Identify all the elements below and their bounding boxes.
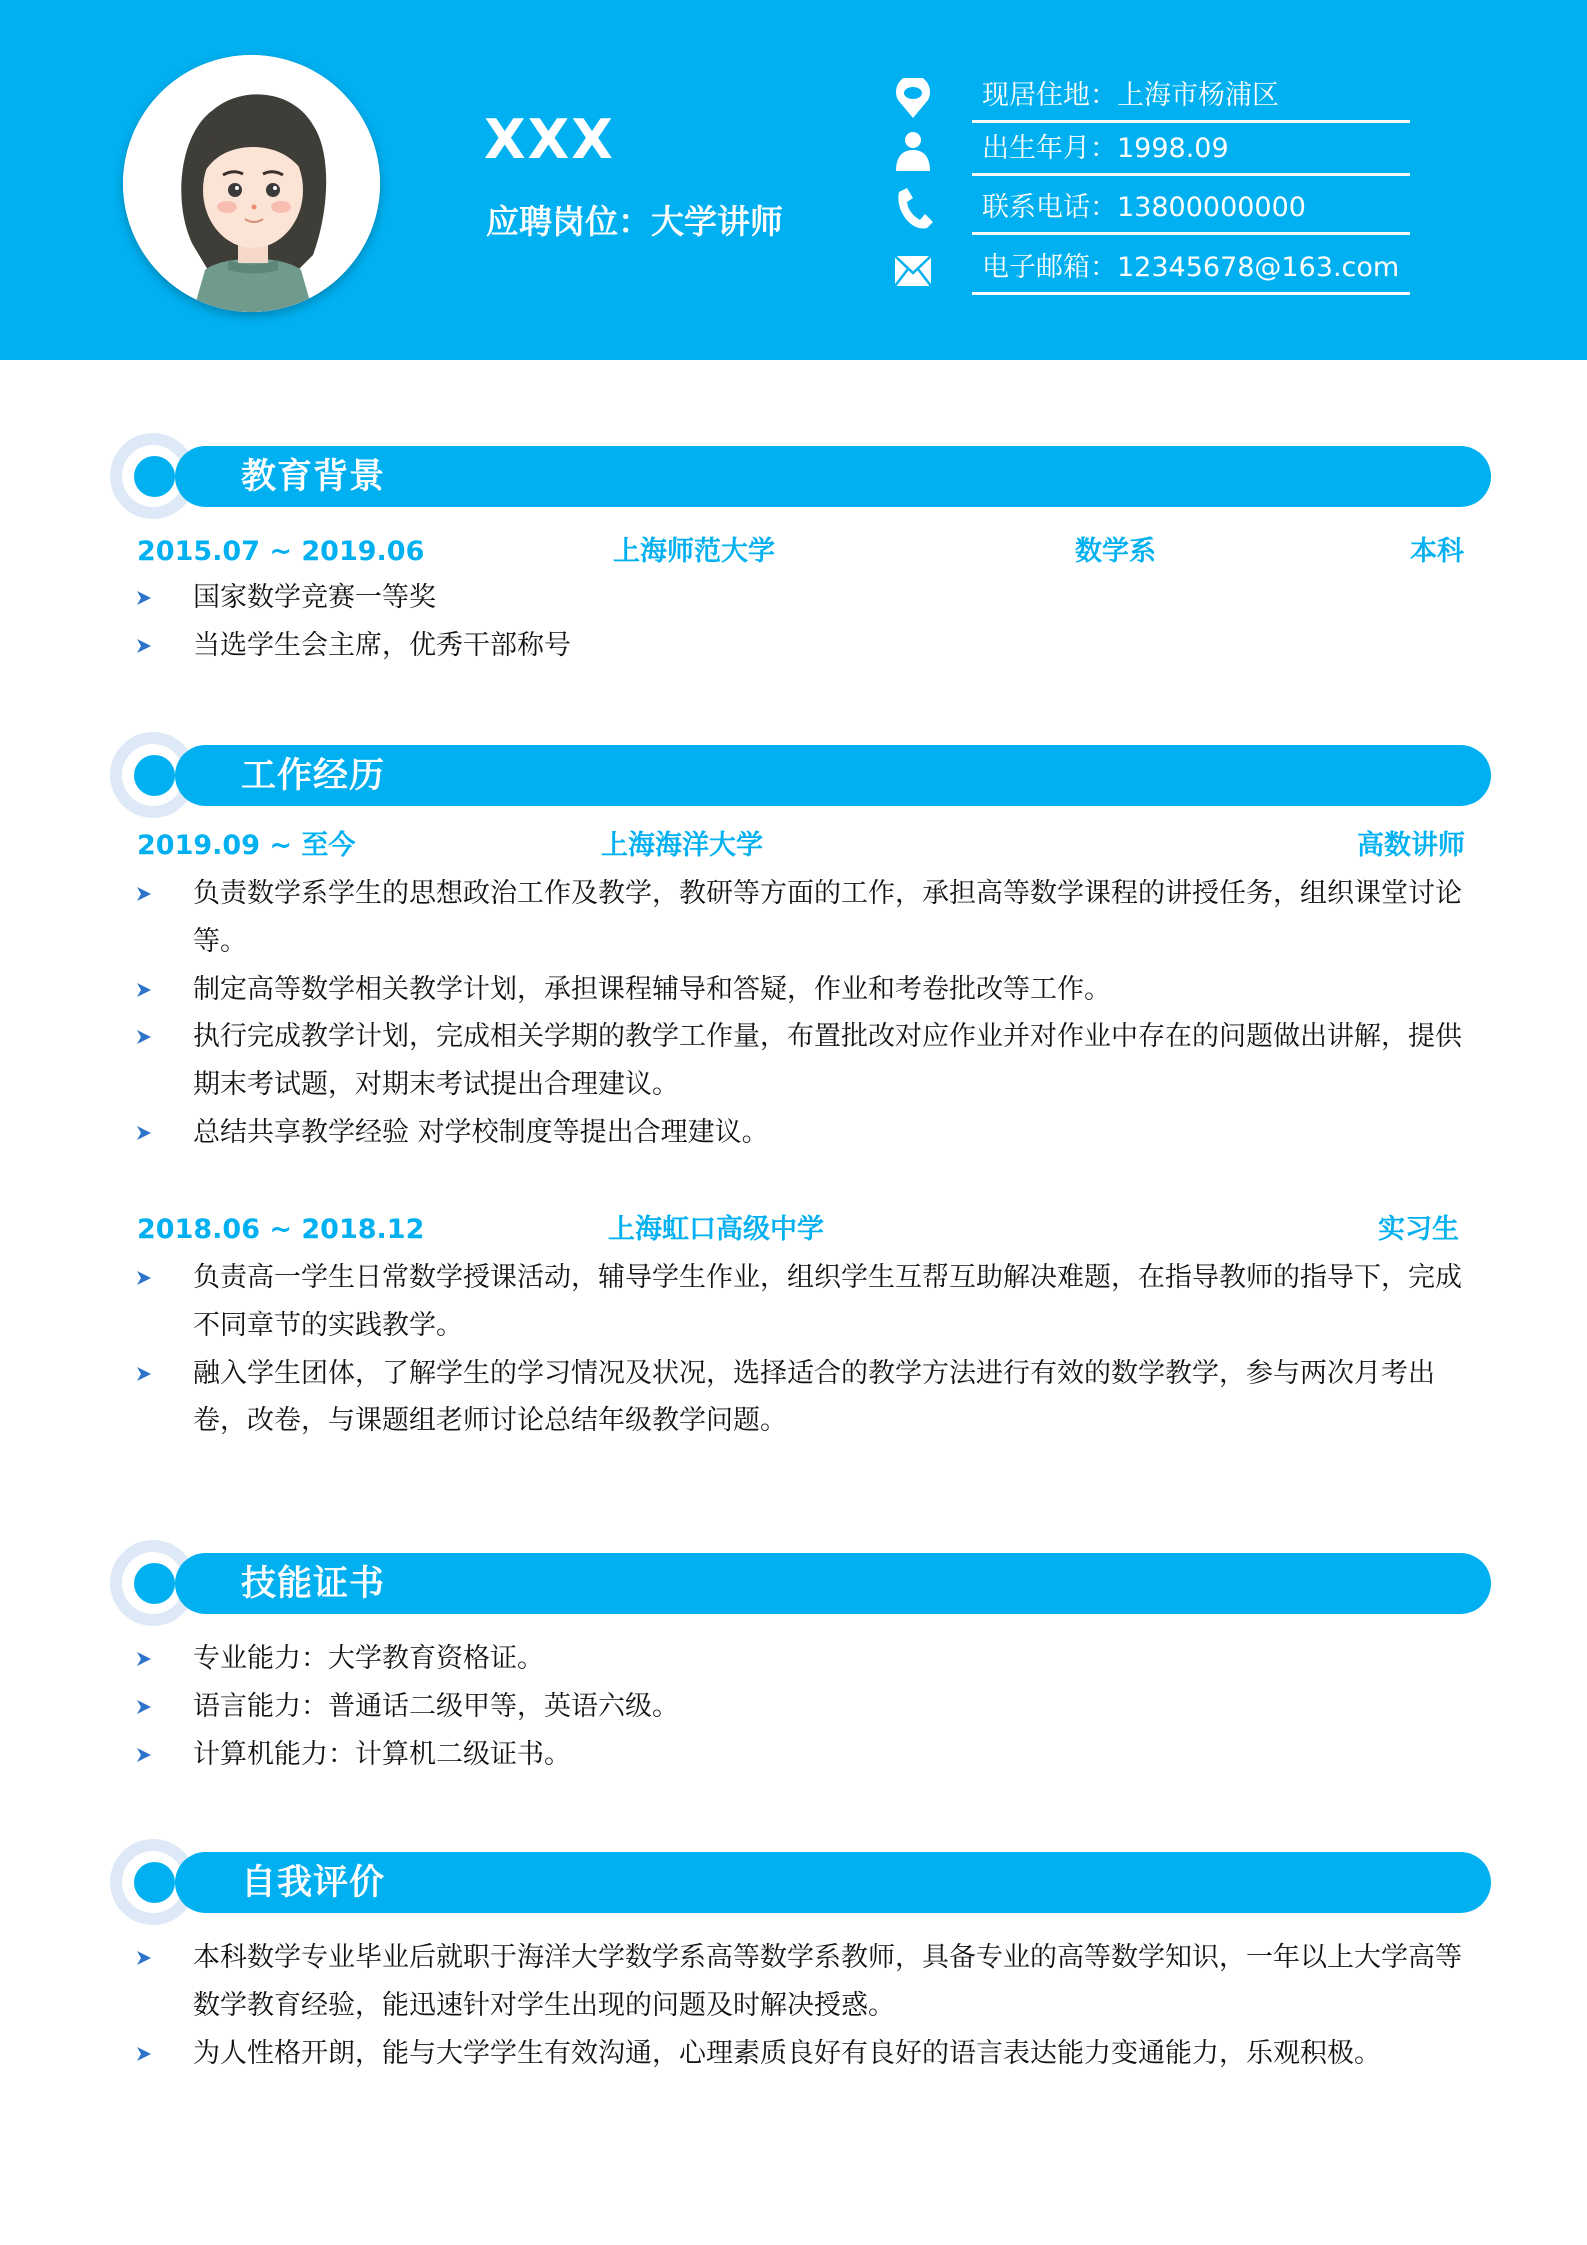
list-item: 负责数学系学生的思想政治工作及教学，教研等方面的工作，承担高等数学课程的讲授任务，组织课堂讨论等。 [137, 870, 1477, 966]
work-role: 实习生 [1378, 1214, 1459, 1245]
location-pin-icon [892, 78, 934, 118]
work-role: 高数讲师 [1357, 830, 1465, 861]
skills-bullets [137, 1635, 1477, 1778]
arrow-bullet-icon [137, 1367, 151, 1381]
section-bar [175, 745, 1491, 806]
section-header-education [0, 433, 1587, 523]
arrow-bullet-icon [137, 1030, 151, 1044]
arrow-bullet-icon [137, 1126, 151, 1140]
info-row-address [880, 70, 1410, 123]
list-item: 为人性格开朗，能与大学学生有效沟通，心理素质良好有良好的语言表达能力变通能力，乐观积极。 [137, 2030, 1477, 2078]
info-text-birth: 出生年月：1998.09 [982, 133, 1229, 164]
arrow-bullet-icon [137, 1748, 151, 1762]
list-item: 制定高等数学相关教学计划，承担课程辅导和答疑，作业和考卷批改等工作。 [137, 966, 1477, 1014]
section-bar [175, 1553, 1491, 1614]
work-entry-header [0, 1210, 1587, 1250]
list-item: 国家数学竞赛一等奖 [137, 574, 1477, 622]
list-item: 负责高一学生日常数学授课活动，辅导学生作业，组织学生互帮互助解决难题，在指导教师的指导下，完成不同章节的实践教学。 [137, 1254, 1477, 1350]
arrow-bullet-icon [137, 1652, 151, 1666]
underline [972, 173, 1410, 176]
arrow-bullet-icon [137, 639, 151, 653]
work-org: 上海虹口高级中学 [608, 1214, 824, 1245]
section-header-self-evaluation [0, 1839, 1587, 1929]
position-label: 应聘岗位： [486, 202, 651, 241]
section-bar [175, 1852, 1491, 1913]
education-bullets [137, 574, 1477, 670]
info-text-address: 现居住地：上海市杨浦区 [982, 80, 1279, 111]
internship-bullets [137, 1254, 1477, 1445]
arrow-bullet-icon [137, 2047, 151, 2061]
list-item: 专业能力：大学教育资格证。 [137, 1635, 1477, 1683]
section-title: 教育背景 [241, 457, 386, 497]
resume-header [0, 0, 1587, 360]
arrow-bullet-icon [137, 1951, 151, 1965]
info-text-email: 电子邮箱：12345678@163.com [982, 252, 1400, 283]
list-item: 语言能力：普通话二级甲等，英语六级。 [137, 1683, 1477, 1731]
dot-decoration-icon [134, 1862, 175, 1903]
education-major: 数学系 [1075, 536, 1156, 567]
arrow-bullet-icon [137, 1271, 151, 1285]
info-row-birth [880, 123, 1410, 176]
section-header-work [0, 732, 1587, 822]
list-item: 融入学生团体，了解学生的学习情况及状况，选择适合的教学方法进行有效的数学教学，参与两次月考出卷，改卷，与课题组老师讨论总结年级教学问题。 [137, 1350, 1477, 1446]
work-org: 上海海洋大学 [601, 830, 763, 861]
info-row-email [880, 242, 1410, 295]
info-text-phone: 联系电话：13800000000 [982, 192, 1306, 223]
dot-decoration-icon [134, 456, 175, 497]
arrow-bullet-icon [137, 887, 151, 901]
list-item: 执行完成教学计划，完成相关学期的教学工作量，布置批改对应作业并对作业中存在的问题做出讲解，提供期末考试题，对期末考试提出合理建议。 [137, 1013, 1477, 1109]
section-bar [175, 446, 1491, 507]
self-evaluation-bullets [137, 1934, 1477, 2077]
work-bullets [137, 870, 1477, 1157]
list-item: 计算机能力：计算机二级证书。 [137, 1731, 1477, 1779]
education-school: 上海师范大学 [613, 536, 775, 567]
cartoon-girl-avatar-icon [123, 55, 380, 312]
list-item: 总结共享教学经验 对学校制度等提出合理建议。 [137, 1109, 1477, 1157]
arrow-bullet-icon [137, 1700, 151, 1714]
position-value: 大学讲师 [651, 202, 783, 241]
education-entry-header [0, 532, 1587, 572]
work-entry-header [0, 826, 1587, 866]
education-degree: 本科 [1410, 536, 1464, 567]
dot-decoration-icon [134, 755, 175, 796]
person-icon [892, 131, 934, 171]
list-item: 本科数学专业毕业后就职于海洋大学数学系高等数学系教师，具备专业的高等数学知识，一年以上大学高等数学教育经验，能迅速针对学生出现的问题及时解决授惑。 [137, 1934, 1477, 2030]
arrow-bullet-icon [137, 591, 151, 605]
applied-position [486, 199, 783, 245]
info-row-phone [880, 182, 1410, 235]
list-item: 当选学生会主席，优秀干部称号 [137, 622, 1477, 670]
avatar [123, 55, 380, 312]
section-title: 技能证书 [241, 1564, 386, 1604]
candidate-name: XXX [484, 108, 615, 171]
dot-decoration-icon [134, 1563, 175, 1604]
arrow-bullet-icon [137, 983, 151, 997]
mail-icon [892, 250, 934, 290]
education-period: 2015.07 ~ 2019.06 [137, 536, 425, 567]
section-header-skills [0, 1540, 1587, 1630]
work-period: 2019.09 ~ 至今 [137, 830, 356, 861]
underline [972, 292, 1410, 295]
work-period: 2018.06 ~ 2018.12 [137, 1214, 425, 1245]
section-title: 工作经历 [241, 756, 386, 796]
section-title: 自我评价 [241, 1863, 386, 1903]
underline [972, 232, 1410, 235]
phone-icon [892, 190, 934, 230]
